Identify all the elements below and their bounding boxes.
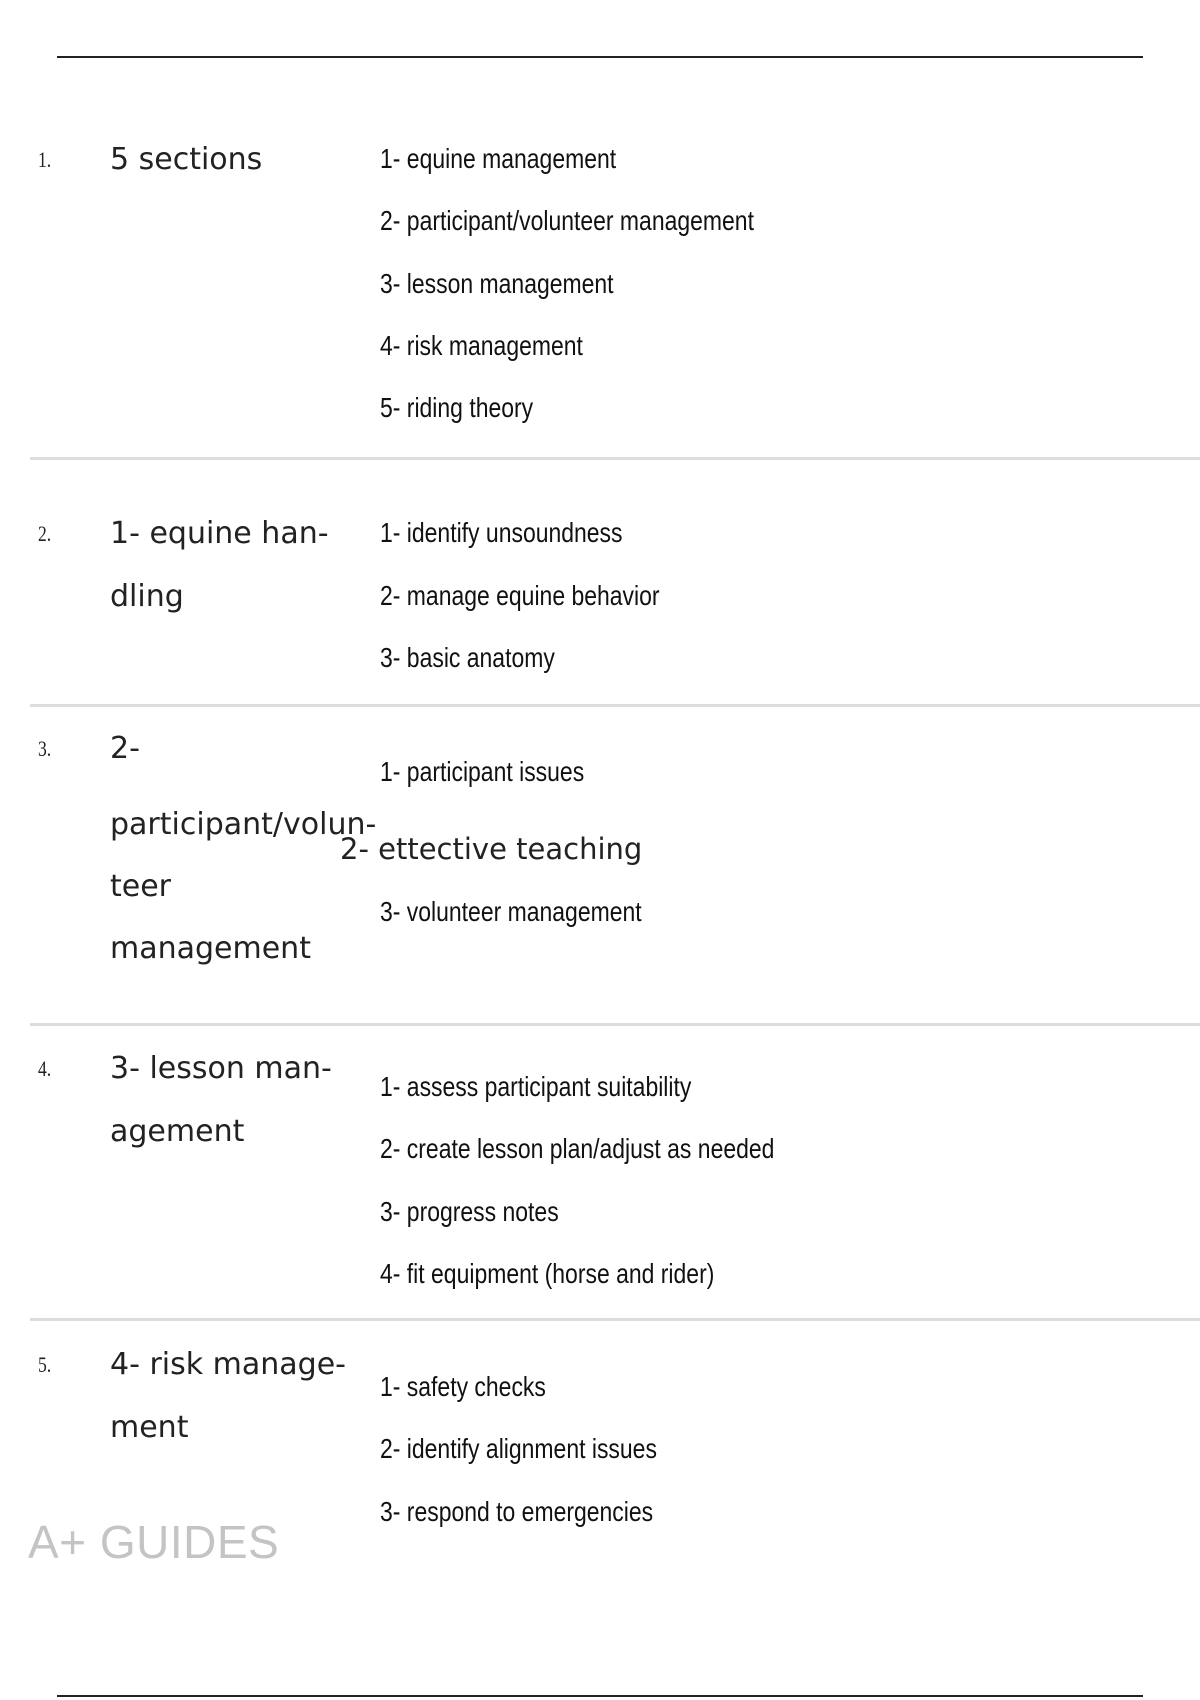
definition-line: 3- volunteer management <box>380 896 642 927</box>
definition-line: 1- participant issues <box>380 756 585 787</box>
card-number: 5. <box>38 1352 52 1377</box>
card-divider <box>30 1023 1200 1026</box>
card-term <box>110 1037 350 1163</box>
definition-line: 3- basic anatomy <box>380 642 555 673</box>
definition-line: 1- identify unsoundness <box>380 517 623 548</box>
definition-line: 1- equine management <box>380 143 617 174</box>
card-number: 4. <box>38 1056 52 1081</box>
watermark: A+ GUIDES <box>28 1516 280 1568</box>
definition-line: 3- lesson management <box>380 268 614 299</box>
definition-line: 4- risk management <box>380 330 583 361</box>
bottom-rule <box>57 1695 1143 1697</box>
top-rule <box>57 56 1143 58</box>
term-line: 2- <box>110 731 140 766</box>
term-line: ment <box>110 1410 189 1445</box>
card-divider <box>30 704 1200 707</box>
term-line: 4- risk manage- <box>110 1347 346 1382</box>
card-divider <box>30 1318 1200 1321</box>
card-divider <box>30 457 1200 460</box>
card-number: 1. <box>38 147 52 172</box>
definition-line: 2- participant/volunteer management <box>380 205 754 236</box>
definition-line: 2- manage equine behavior <box>380 580 660 611</box>
term-line: 1- equine han- <box>110 516 329 551</box>
card-term <box>110 718 377 980</box>
card-number: 2. <box>38 521 52 546</box>
term-line: teer <box>110 869 172 904</box>
term-line: 3- lesson man- <box>110 1051 332 1086</box>
term-line: participant/volun- <box>110 807 377 842</box>
term-line: dling <box>110 579 184 614</box>
term-line: agement <box>110 1114 245 1149</box>
term-line: management <box>110 931 311 966</box>
definition-line: 1- safety checks <box>380 1371 546 1402</box>
definition-line: 3- progress notes <box>380 1196 559 1227</box>
definition-line: 1- assess participant suitability <box>380 1071 692 1102</box>
definition-line: 3- respond to emergencies <box>380 1496 654 1527</box>
definition-line: 2- create lesson plan/adjust as needed <box>380 1133 775 1164</box>
card-term <box>110 1333 350 1459</box>
card-number: 3. <box>38 736 52 761</box>
card-term <box>110 502 350 628</box>
term-line: 5 sections <box>110 142 263 177</box>
definition-line: 2- identify alignment issues <box>380 1433 657 1464</box>
card-term <box>110 128 350 191</box>
definition-line: 2- ettective teaching <box>340 832 643 866</box>
definition-line: 4- fit equipment (horse and rider) <box>380 1258 715 1289</box>
definition-line: 5- riding theory <box>380 392 534 423</box>
